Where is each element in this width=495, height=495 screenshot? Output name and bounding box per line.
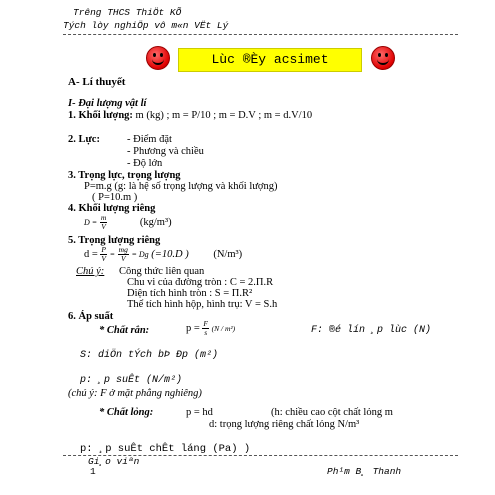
mass-formula: m (kg) ; m = P/10 ; m = D.V ; m = d.V/10 <box>135 110 313 121</box>
liquid-label: * Chất lỏng: <box>99 407 154 418</box>
note-line: Thể tích hình hộp, hình trụ: V = S.h <box>127 299 278 310</box>
specw-unit: (N/m³) <box>213 248 243 260</box>
force-item: - Điểm đặt <box>127 134 172 145</box>
smiley-left-icon <box>146 46 170 70</box>
solid-p: p = <box>186 322 200 334</box>
section-theory: A- Lí thuyết <box>68 76 126 88</box>
density-fraction: $\frac{m}{V}$ <box>100 213 107 231</box>
mass-row <box>68 110 312 121</box>
header-rule <box>63 34 458 35</box>
smiley-right-icon <box>371 46 395 70</box>
specw-rest: = Dg <box>131 249 149 259</box>
force-item: - Độ lớn <box>127 158 163 169</box>
footer-teacher-label: Gi¸o viªn <box>88 456 140 467</box>
solid-label: * Chất rắn: <box>99 325 150 336</box>
density-formula <box>84 214 172 231</box>
density-lhs: D = <box>84 217 98 227</box>
solid-formula <box>186 320 235 337</box>
specw-fraction-1: $\frac{P}{V}$ <box>101 245 107 263</box>
liquid-pressure-desc: p: ¸p suÊt chÊt láng (Pa) ) <box>80 443 251 455</box>
footer-page-number: 1 <box>90 466 96 477</box>
title-banner: Lùc ®Èy acsimet <box>178 48 362 72</box>
liquid-density-desc: d: trọng lượng riêng chất lỏng N/m³ <box>209 419 360 430</box>
force-title: 2. Lực: <box>68 134 100 145</box>
solid-note: (chú ý: F ở mặt phẳng nghiêng) <box>68 388 202 399</box>
solid-unit: (N / m²) <box>211 323 236 333</box>
specw-fraction-2: $\frac{mg}{V}$ <box>118 245 128 263</box>
header-school: Trêng THCS ThiÖt KÕ <box>73 7 182 18</box>
liquid-formula: p = hd <box>186 407 213 418</box>
weight-formula: P=m.g (g: là hệ số trọng lượng và khối lượng) <box>84 181 278 192</box>
specific-weight-title: 5. Trọng lượng riêng <box>68 235 161 246</box>
note-label: Chú ý: <box>76 266 105 277</box>
weight-title: 3. Trọng lực, trọng lượng <box>68 170 181 181</box>
part-1-heading: I- Đại lượng vật lí <box>68 98 147 109</box>
weight-approx: ( P=10.m ) <box>92 192 138 203</box>
force-item: - Phương và chiều <box>127 146 204 157</box>
specw-alt: (=10.D ) <box>151 248 189 260</box>
note-intro: Công thức liên quan <box>119 266 205 277</box>
footer-author: Ph¹m B¸ Thanh <box>327 466 402 477</box>
specific-weight-formula <box>84 246 242 263</box>
pressure-title: 6. Áp suất <box>68 311 114 322</box>
liquid-height-desc: (h: chiều cao cột chất lỏng m <box>271 407 393 418</box>
specw-d: d = <box>84 248 98 260</box>
density-title: 4. Khối lượng riêng <box>68 203 156 214</box>
solid-pressure-desc: p: ¸p suÊt (N/m²) <box>80 375 183 386</box>
specw-eq: = <box>109 249 116 259</box>
mass-title: 1. Khối lượng: <box>68 110 133 121</box>
solid-area-desc: S: diÖn tÝch bÞ Ðp (m²) <box>80 350 219 361</box>
note-line: Chu vi của đường tròn : C = 2.Π.R <box>127 277 274 288</box>
solid-force-desc: F: ®é lín ¸p lùc (N) <box>311 325 432 336</box>
solid-fraction: $\frac{F}{s}$ <box>203 319 209 337</box>
header-subtitle: Tých lòy nghiÖp vô m«n VËt Lý <box>63 20 229 31</box>
note-line: Diện tích hình tròn : S = Π.R² <box>127 288 253 299</box>
density-unit: (kg/m³) <box>139 216 172 228</box>
